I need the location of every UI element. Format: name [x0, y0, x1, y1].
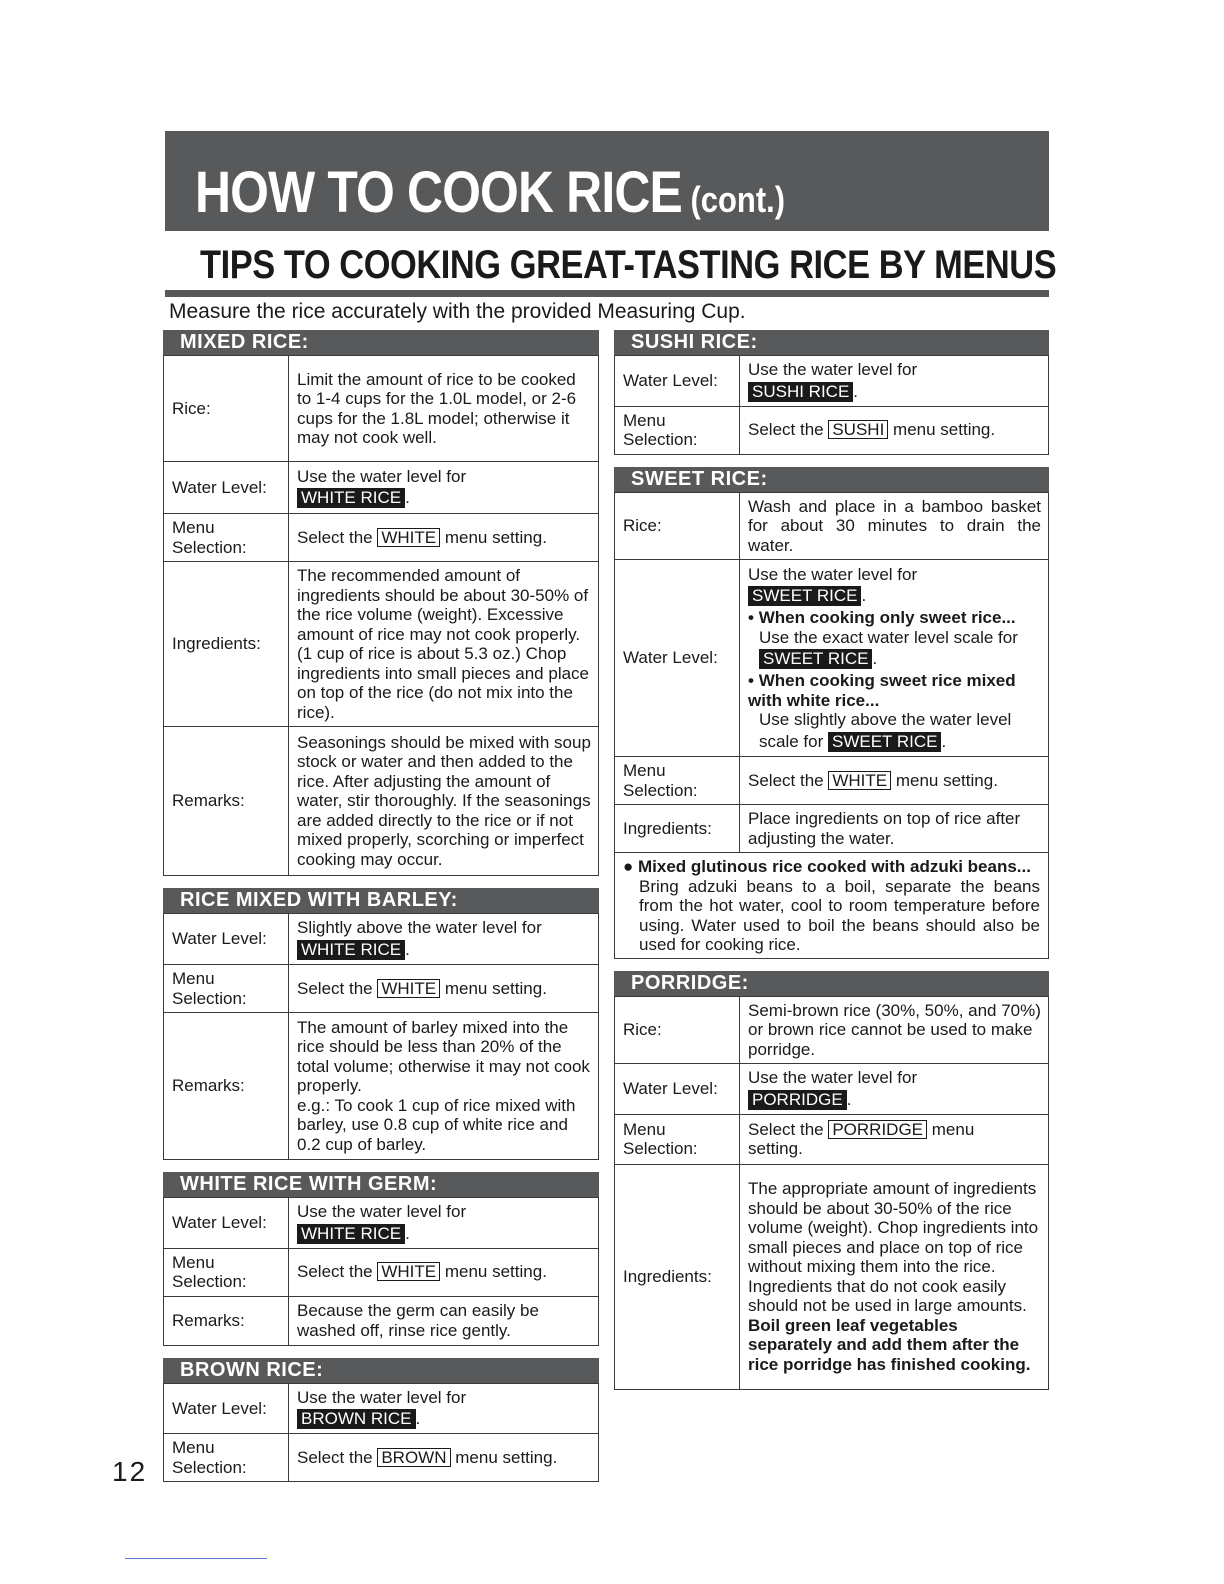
porridge-bold-tip: Boil green leaf vegetables separately and add them after the rice porridge has finished cooking. — [748, 1315, 1031, 1374]
menu-button-label: BROWN — [377, 1448, 450, 1467]
row-key: Water Level: — [164, 1383, 289, 1434]
brown-table — [163, 1383, 599, 1483]
row-key: Ingredients: — [615, 805, 740, 853]
title-banner — [165, 131, 1049, 231]
sweet-section — [614, 467, 1049, 959]
section-heading: BROWN RICE: — [163, 1358, 599, 1383]
row-value: Use the water level for WHITE RICE . — [289, 1198, 599, 1249]
intro-text: Measure the rice accurately with the provided Measuring Cup. — [169, 300, 746, 323]
sweet-table — [614, 492, 1049, 854]
row-value: Use the water level for WHITE RICE . — [289, 462, 599, 514]
row-key: Menu Selection: — [615, 406, 740, 454]
sushi-table — [614, 355, 1049, 455]
row-key: Ingredients: — [615, 1164, 740, 1389]
row-key: Water Level: — [615, 560, 740, 757]
water-level-label: SUSHI RICE — [748, 382, 853, 402]
menu-button-label: WHITE — [377, 979, 440, 998]
row-key: Menu Selection: — [615, 757, 740, 805]
right-column — [614, 330, 1049, 1402]
only-sweet-text: Use the exact water level scale for SWEET RICE . — [759, 627, 1018, 668]
row-key: Menu Selection: — [615, 1114, 740, 1164]
row-value: Select the WHITE menu setting. — [289, 514, 599, 562]
row-key: Water Level: — [164, 462, 289, 514]
row-value: The recommended amount of ingredients should be about 30-50% of the rice volume (weight). Excessive amount of rice may not cook properly. (1 cup of rice is about 5.3 oz.) Chop ingredients into small pieces and place on top of the rice (do not mix into the rice). — [289, 562, 599, 727]
row-value: Select the WHITE menu setting. — [740, 757, 1049, 805]
barley-section — [163, 888, 599, 1160]
row-key: Ingredients: — [164, 562, 289, 727]
mixed-rice-section — [163, 330, 599, 876]
menu-button-label: WHITE — [377, 528, 440, 547]
row-value: Use the water level for SWEET RICE . • When cooking only sweet rice... Use the exact water level scale for SWEET RICE . • When cooking sweet rice mixed with white rice... Use slightly above the water level scale for SWEET RICE . — [740, 560, 1049, 757]
porridge-section — [614, 971, 1049, 1390]
mixed-sweet-text: Use slightly above the water level scale for SWEET RICE . — [759, 710, 1012, 751]
adzuki-note — [614, 853, 1049, 959]
adzuki-note-text: Bring adzuki beans to a boil, separate the beans from the hot water, cool to room temperature before using. Water used to boil the beans should also be used for cooking rice. — [639, 876, 1040, 954]
row-value: Select the WHITE menu setting. — [289, 965, 599, 1013]
water-level-label: WHITE RICE — [297, 940, 405, 960]
water-level-label: WHITE RICE — [297, 1224, 405, 1244]
row-value: Limit the amount of rice to be cooked to 1-4 cups for the 1.0L model, or 2-6 cups for the 1.8L model; otherwise it may not cook well. — [289, 356, 599, 462]
row-value: Semi-brown rice (30%, 50%, and 70%) or brown rice cannot be used to make porridge. — [740, 996, 1049, 1064]
water-level-label: SWEET RICE — [759, 649, 872, 669]
porridge-table — [614, 996, 1049, 1390]
page-subtitle: TIPS TO COOKING GREAT-TASTING RICE BY MENUS — [200, 243, 1057, 287]
water-level-label: BROWN RICE — [297, 1409, 416, 1429]
water-level-label: SWEET RICE — [748, 586, 861, 606]
row-key: Menu Selection: — [164, 1434, 289, 1482]
section-heading: MIXED RICE: — [163, 330, 599, 355]
only-sweet-heading: • When cooking only sweet rice... — [748, 608, 1016, 627]
row-value: Use the water level for SUSHI RICE . — [740, 356, 1049, 407]
menu-button-label: WHITE — [828, 771, 891, 790]
row-key: Remarks: — [164, 727, 289, 876]
row-value: Slightly above the water level for WHITE RICE . — [289, 914, 599, 965]
row-value: Select the SUSHI menu setting. — [740, 406, 1049, 454]
row-value: Seasonings should be mixed with soup stock or water and then added to the rice. After adjusting the amount of water, stir thoroughly. If the seasonings are added directly to the rice or if not mixed properly, scorching or imperfect cooking may occur. — [289, 727, 599, 876]
barley-table — [163, 913, 599, 1160]
row-value: Because the germ can easily be washed off, rinse rice gently. — [289, 1296, 599, 1345]
sushi-section — [614, 330, 1049, 455]
row-key: Remarks: — [164, 1013, 289, 1160]
row-key: Rice: — [164, 356, 289, 462]
row-key: Rice: — [615, 492, 740, 560]
row-key: Water Level: — [615, 1064, 740, 1115]
row-key: Water Level: — [164, 1198, 289, 1249]
section-heading: RICE MIXED WITH BARLEY: — [163, 888, 599, 913]
menu-button-label: WHITE — [377, 1262, 440, 1281]
mixed-sweet-heading: • When cooking sweet rice mixed with white rice... — [748, 671, 1016, 710]
row-value: Use the water level for BROWN RICE . — [289, 1383, 599, 1434]
section-heading: SWEET RICE: — [614, 467, 1049, 492]
row-key: Menu Selection: — [164, 965, 289, 1013]
row-key: Rice: — [615, 996, 740, 1064]
menu-button-label: PORRIDGE — [828, 1120, 927, 1139]
menu-button-label: SUSHI — [828, 420, 888, 439]
row-value: Place ingredients on top of rice after adjusting the water. — [740, 805, 1049, 853]
row-value: Wash and place in a bamboo basket for about 30 minutes to drain the water. — [740, 492, 1049, 560]
water-level-label: WHITE RICE — [297, 488, 405, 508]
section-heading: WHITE RICE WITH GERM: — [163, 1172, 599, 1197]
water-level-label: SWEET RICE — [828, 732, 941, 752]
subtitle-rule — [165, 290, 1049, 297]
section-heading: PORRIDGE: — [614, 971, 1049, 996]
row-key: Water Level: — [615, 356, 740, 407]
footer-line — [125, 1558, 267, 1559]
page-title: HOW TO COOK RICE (cont.) — [195, 160, 786, 225]
title-suffix: (cont.) — [690, 179, 786, 220]
mixed-rice-table — [163, 355, 599, 876]
page-number: 12 — [112, 1456, 148, 1487]
section-heading: SUSHI RICE: — [614, 330, 1049, 355]
row-key: Menu Selection: — [164, 1248, 289, 1296]
row-value: The amount of barley mixed into the rice should be less than 20% of the total volume; otherwise it may not cook properly. e.g.: To cook 1 cup of rice mixed with barley, use 0.8 cup of white rice and 0.2 cup of barley. — [289, 1013, 599, 1160]
brown-section — [163, 1358, 599, 1483]
row-key: Menu Selection: — [164, 514, 289, 562]
germ-table — [163, 1197, 599, 1346]
row-value: Use the water level for PORRIDGE . — [740, 1064, 1049, 1115]
row-value: Select the WHITE menu setting. — [289, 1248, 599, 1296]
row-value: Select the PORRIDGE menu setting. — [740, 1114, 1049, 1164]
row-value: Select the BROWN menu setting. — [289, 1434, 599, 1482]
left-column — [163, 330, 599, 1494]
germ-section — [163, 1172, 599, 1346]
row-key: Remarks: — [164, 1296, 289, 1345]
row-key: Water Level: — [164, 914, 289, 965]
adzuki-note-heading: ● Mixed glutinous rice cooked with adzuki beans... — [623, 857, 1031, 876]
row-value: The appropriate amount of ingredients should be about 30-50% of the rice volume (weight). Chop ingredients into small pieces and place on top of rice without mixing them into the rice. Ingredients that do not cook easily should not be used in large amounts. Boil green leaf vegetables separately and add them after the rice porridge has finished cooking. — [740, 1164, 1049, 1389]
water-level-label: PORRIDGE — [748, 1090, 847, 1110]
